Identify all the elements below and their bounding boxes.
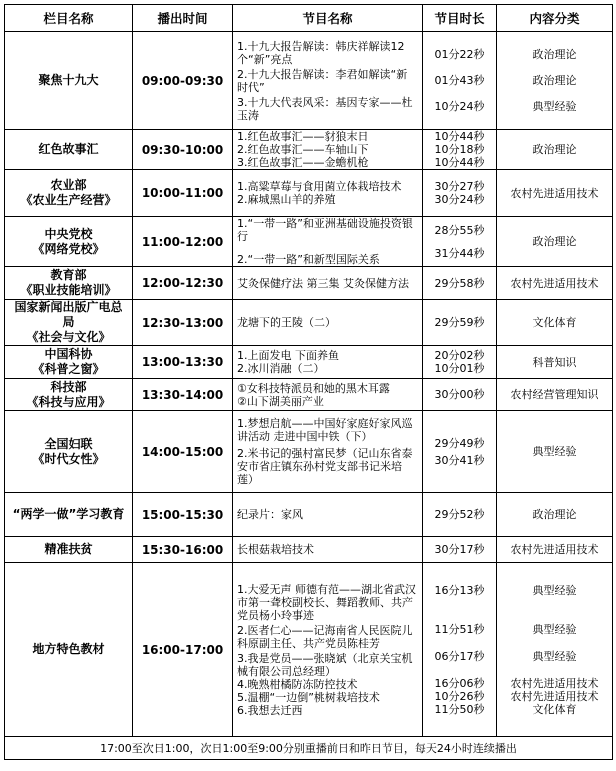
duration-cell: [423, 130, 497, 170]
column-name-line: 《科技与应用》: [26, 394, 111, 409]
line-spacer: [427, 636, 492, 650]
category-cell: [497, 217, 613, 267]
duration-value: 30分24秒: [434, 193, 485, 206]
column-name-line: 地方特色教材: [32, 642, 105, 656]
duration-value: 29分49秒: [434, 436, 485, 450]
duration-value: 29分59秒: [434, 316, 485, 329]
duration-value: 10分44秒: [434, 130, 485, 143]
category-value: 农村先进适用技术: [510, 689, 599, 703]
table-row: [5, 563, 613, 737]
column-name-line: 教育部: [50, 268, 87, 282]
program-item: 2.红色故事汇——车轴山下: [237, 143, 369, 156]
category-value: 文化体育: [532, 702, 577, 716]
column-name-line: 《网络党校》: [32, 241, 105, 256]
line-spacer: [501, 61, 608, 74]
category-value: 政治理论: [532, 74, 577, 87]
duration-cell: [423, 32, 497, 130]
duration-cell: [423, 493, 497, 537]
category-value: 农村先进适用技术: [510, 276, 599, 290]
duration-value: 30分41秒: [434, 453, 485, 467]
program-item: ①女科技特派员和她的黑木耳露: [237, 381, 390, 395]
column-name-cell: [5, 379, 133, 411]
category-value: 典型经验: [532, 445, 577, 458]
duration-value: 29分58秒: [434, 276, 485, 290]
duration-value: 01分43秒: [434, 74, 485, 87]
duration-value: 16分13秒: [434, 583, 485, 597]
column-name-cell: [5, 267, 133, 300]
program-item: 5.温棚“一边倒”桃树栽培技术: [237, 690, 380, 704]
duration-value: 01分22秒: [434, 48, 485, 61]
column-name-line: 中央党校: [44, 226, 93, 241]
program-cell: [233, 300, 423, 346]
header-row: [5, 5, 613, 32]
line-spacer: [427, 61, 492, 74]
column-name-line: 中国科协: [44, 347, 93, 361]
air-time-cell: 10:00-11:00: [133, 170, 233, 217]
duration-value: 06分17秒: [434, 649, 485, 663]
program-cell: [233, 170, 423, 217]
program-item: 2.“一带一路”和新型国际关系: [237, 253, 380, 266]
category-cell: [497, 563, 613, 737]
table-row: [5, 170, 613, 217]
duration-cell: [423, 411, 497, 493]
footer-row: [5, 737, 613, 760]
program-item: 1.大爱无声 师德有范——湖北省武汉市第一聋校副校长、舞蹈教师、共产党员杨小玲事迹: [237, 582, 416, 622]
duration-value: 16分06秒: [434, 676, 485, 690]
table-row: [5, 32, 613, 130]
category-value: 政治理论: [532, 235, 577, 248]
category-value: 典型经验: [532, 622, 577, 636]
duration-value: 10分01秒: [434, 362, 485, 375]
air-time-cell: 12:00-12:30: [133, 267, 233, 300]
column-name-line: 聚焦十九大: [38, 73, 99, 87]
duration-cell: [423, 300, 497, 346]
column-name-line: 国家新闻出版广电总局: [14, 300, 123, 329]
column-name-cell: [5, 32, 133, 130]
duration-cell: [423, 379, 497, 411]
program-item: 3.十九大代表风采：基因专家——杜玉涛: [237, 95, 413, 122]
program-item: 艾灸保健疗法 第三集 艾灸保健方法: [237, 276, 409, 290]
air-time-cell: 12:30-13:00: [133, 300, 233, 346]
air-time-cell: 14:00-15:00: [133, 411, 233, 493]
column-name-line: 《时代女性》: [32, 451, 105, 466]
line-spacer: [237, 243, 418, 253]
table-row: [5, 300, 613, 346]
duration-value: 20分02秒: [434, 349, 485, 362]
program-item: 6.我想去迁西: [237, 703, 303, 717]
program-cell: [233, 563, 423, 737]
program-item: 4.晚熟柑橘防冻防控技术: [237, 677, 358, 691]
program-item: 2.医者仁心——记海南省人民医院儿科原副主任、共产党员陈桂芳: [237, 623, 413, 650]
line-spacer: [427, 87, 492, 100]
line-spacer: [427, 663, 492, 677]
category-value: 典型经验: [532, 100, 577, 113]
table-row: [5, 130, 613, 170]
column-name-line: 《职业技能培训》: [20, 283, 117, 297]
air-time-cell: 09:30-10:00: [133, 130, 233, 170]
program-item: 龙塘下的王陵（二）: [237, 316, 336, 329]
column-name-cell: [5, 493, 133, 537]
table-row: [5, 411, 613, 493]
header-category: 内容分类: [497, 5, 613, 32]
category-cell: [497, 493, 613, 537]
column-name-line: 《科普之窗》: [32, 362, 105, 376]
header-program-name: 节目名称: [233, 5, 423, 32]
table-row: [5, 379, 613, 411]
category-cell: [497, 300, 613, 346]
table-row: [5, 267, 613, 300]
air-time-cell: 13:00-13:30: [133, 346, 233, 379]
duration-value: 29分52秒: [434, 508, 485, 521]
program-cell: [233, 267, 423, 300]
line-spacer: [501, 636, 608, 650]
category-value: 农村先进适用技术: [510, 543, 599, 556]
program-item: 1.“一带一路”和亚洲基础设施投资银行: [237, 217, 413, 243]
duration-value: 30分27秒: [434, 180, 485, 193]
schedule-table: [4, 4, 613, 760]
air-time-cell: 16:00-17:00: [133, 563, 233, 737]
duration-value: 30分00秒: [434, 388, 485, 401]
program-item: 1.十九大报告解读：韩庆祥解读12个“新”亮点: [237, 39, 405, 66]
schedule-body: [5, 32, 613, 737]
category-cell: [497, 32, 613, 130]
column-name-cell: [5, 537, 133, 563]
column-name-line: “两学一做”学习教育: [12, 507, 125, 521]
column-name-cell: [5, 217, 133, 267]
duration-cell: [423, 563, 497, 737]
duration-value: 10分24秒: [434, 100, 485, 113]
header-air-time: 播出时间: [133, 5, 233, 32]
category-cell: [497, 411, 613, 493]
category-value: 农村经营管理知识: [510, 388, 599, 401]
program-cell: [233, 32, 423, 130]
duration-value: 11分51秒: [434, 622, 485, 636]
program-item: 3.我是党员——张晓斌（北京关宝机械有限公司总经理）: [237, 651, 413, 678]
category-cell: [497, 130, 613, 170]
duration-cell: [423, 267, 497, 300]
program-item: 1.上面发电 下面养鱼: [237, 349, 339, 362]
duration-cell: [423, 537, 497, 563]
column-name-line: 农业部: [50, 178, 87, 192]
program-item: 3.红色故事汇——金蟾机枪: [237, 156, 369, 169]
category-value: 政治理论: [532, 143, 577, 156]
program-item: 2.冰川消融（二）: [237, 362, 325, 375]
category-cell: [497, 170, 613, 217]
category-value: 政治理论: [532, 48, 577, 61]
program-cell: [233, 346, 423, 379]
program-item: ②山下湖美丽产业: [237, 394, 324, 408]
header-duration: 节目时长: [423, 5, 497, 32]
category-value: 农村先进适用技术: [510, 186, 599, 200]
column-name-cell: [5, 563, 133, 737]
line-spacer: [427, 597, 492, 623]
column-name-line: 《农业生产经营》: [20, 193, 117, 207]
line-spacer: [501, 663, 608, 677]
program-item: 1.高粱草莓与食用菌立体栽培技术: [237, 180, 402, 193]
air-time-cell: 13:30-14:00: [133, 379, 233, 411]
air-time-cell: 15:00-15:30: [133, 493, 233, 537]
duration-value: 28分55秒: [434, 223, 485, 237]
program-item: 2.米书记的强村富民梦（记山东省泰安市省庄镇东孙村党支部书记米培莲）: [237, 447, 413, 486]
column-name-line: 《社会与文化》: [26, 330, 111, 344]
program-cell: [233, 130, 423, 170]
header-column-name: 栏目名称: [5, 5, 133, 32]
column-name-line: 红色故事汇: [38, 142, 99, 156]
column-name-cell: [5, 411, 133, 493]
program-item: 1.梦想启航——中国好家庭好家风巡讲活动 走进中国中铁（下）: [237, 417, 413, 443]
table-row: [5, 493, 613, 537]
column-name-cell: [5, 346, 133, 379]
line-spacer: [501, 87, 608, 100]
program-item: 纪录片：家风: [237, 508, 303, 521]
program-cell: [233, 217, 423, 267]
duration-value: 30分17秒: [434, 543, 485, 556]
program-cell: [233, 379, 423, 411]
category-value: 典型经验: [532, 649, 577, 663]
duration-cell: [423, 346, 497, 379]
program-item: 2.麻城黑山羊的养殖: [237, 193, 336, 206]
column-name-cell: [5, 130, 133, 170]
air-time-cell: 15:30-16:00: [133, 537, 233, 563]
footer-note: 17:00至次日1:00，次日1:00至9:00分别重播前日和昨日节目，每天24小时连续播出: [5, 737, 613, 760]
program-item: 长根菇栽培技术: [237, 543, 314, 556]
duration-value: 10分18秒: [434, 143, 485, 156]
category-value: 科普知识: [532, 355, 577, 369]
duration-value: 10分26秒: [434, 689, 485, 703]
category-value: 典型经验: [532, 583, 577, 597]
program-cell: [233, 411, 423, 493]
category-cell: [497, 346, 613, 379]
line-spacer: [501, 597, 608, 623]
duration-value: 11分50秒: [434, 702, 485, 716]
line-spacer: [427, 237, 492, 247]
category-value: 农村先进适用技术: [510, 676, 599, 690]
category-cell: [497, 379, 613, 411]
program-cell: [233, 537, 423, 563]
column-name-line: 全国妇联: [44, 436, 93, 451]
category-value: 政治理论: [532, 508, 577, 521]
program-item: 1.红色故事汇——豺狼末日: [237, 130, 369, 143]
column-name-line: 精准扶贫: [44, 542, 93, 556]
duration-cell: [423, 170, 497, 217]
category-value: 文化体育: [532, 316, 577, 329]
duration-value: 31分44秒: [434, 246, 485, 260]
column-name-cell: [5, 300, 133, 346]
table-row: [5, 346, 613, 379]
duration-value: 10分44秒: [434, 156, 485, 169]
table-row: [5, 537, 613, 563]
program-cell: [233, 493, 423, 537]
column-name-cell: [5, 170, 133, 217]
table-row: [5, 217, 613, 267]
program-item: 2.十九大报告解读：李君如解读“新时代”: [237, 67, 408, 94]
category-cell: [497, 267, 613, 300]
air-time-cell: 09:00-09:30: [133, 32, 233, 130]
column-name-line: 科技部: [50, 379, 87, 394]
air-time-cell: 11:00-12:00: [133, 217, 233, 267]
duration-cell: [423, 217, 497, 267]
category-cell: [497, 537, 613, 563]
